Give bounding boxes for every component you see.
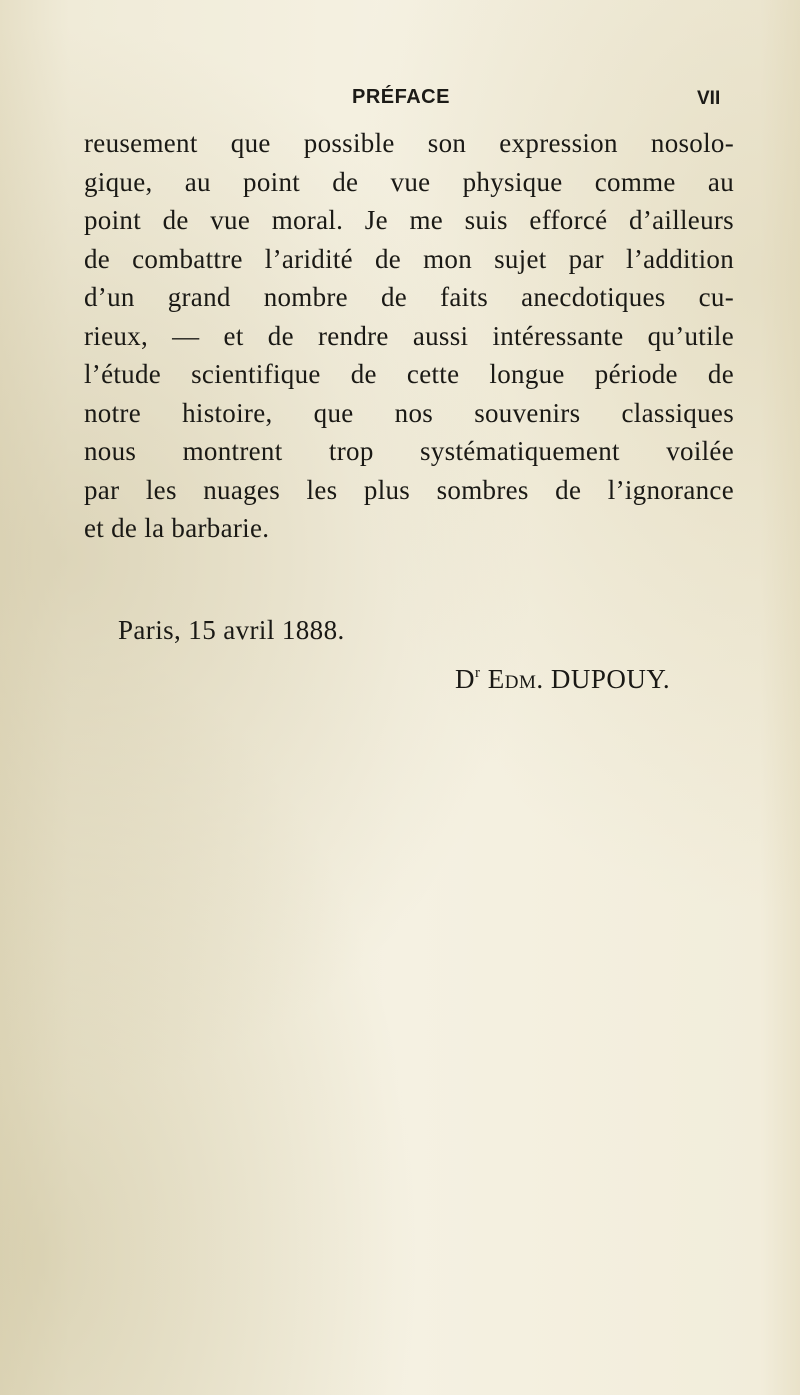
text-line: de combattre l’aridité de mon sujet par l’addition: [84, 243, 734, 274]
signature-name: Edm. DUPOUY.: [487, 664, 671, 694]
preface-paragraph: [84, 124, 734, 548]
running-title: PRÉFACE: [352, 86, 450, 108]
dateline: Paris, 15 avril 1888.: [118, 615, 345, 645]
text-line-last: et de la barbarie.: [84, 513, 270, 543]
text-line: gique, au point de vue physique comme au: [84, 166, 734, 197]
text-line: point de vue moral. Je me suis efforcé d’ailleurs: [84, 205, 734, 235]
text-line: nous montrent trop systématiquement voilée: [84, 436, 734, 466]
page-number: VII: [697, 88, 721, 109]
signature-title-superscript: r: [475, 665, 481, 681]
signature: [455, 664, 670, 695]
running-head: [0, 86, 800, 116]
signature-title: D: [455, 664, 475, 694]
text-line: l’étude scientifique de cette longue période de: [84, 359, 734, 389]
text-line: par les nuages les plus sombres de l’ignorance: [84, 474, 734, 505]
text-line: notre histoire, que nos souvenirs classiques: [84, 397, 734, 428]
text-line: reusement que possible son expression nosolo-: [84, 128, 734, 158]
text-line: rieux, — et de rendre aussi intéressante qu’utile: [84, 320, 734, 351]
text-line: d’un grand nombre de faits anecdotiques cu-: [84, 282, 734, 312]
